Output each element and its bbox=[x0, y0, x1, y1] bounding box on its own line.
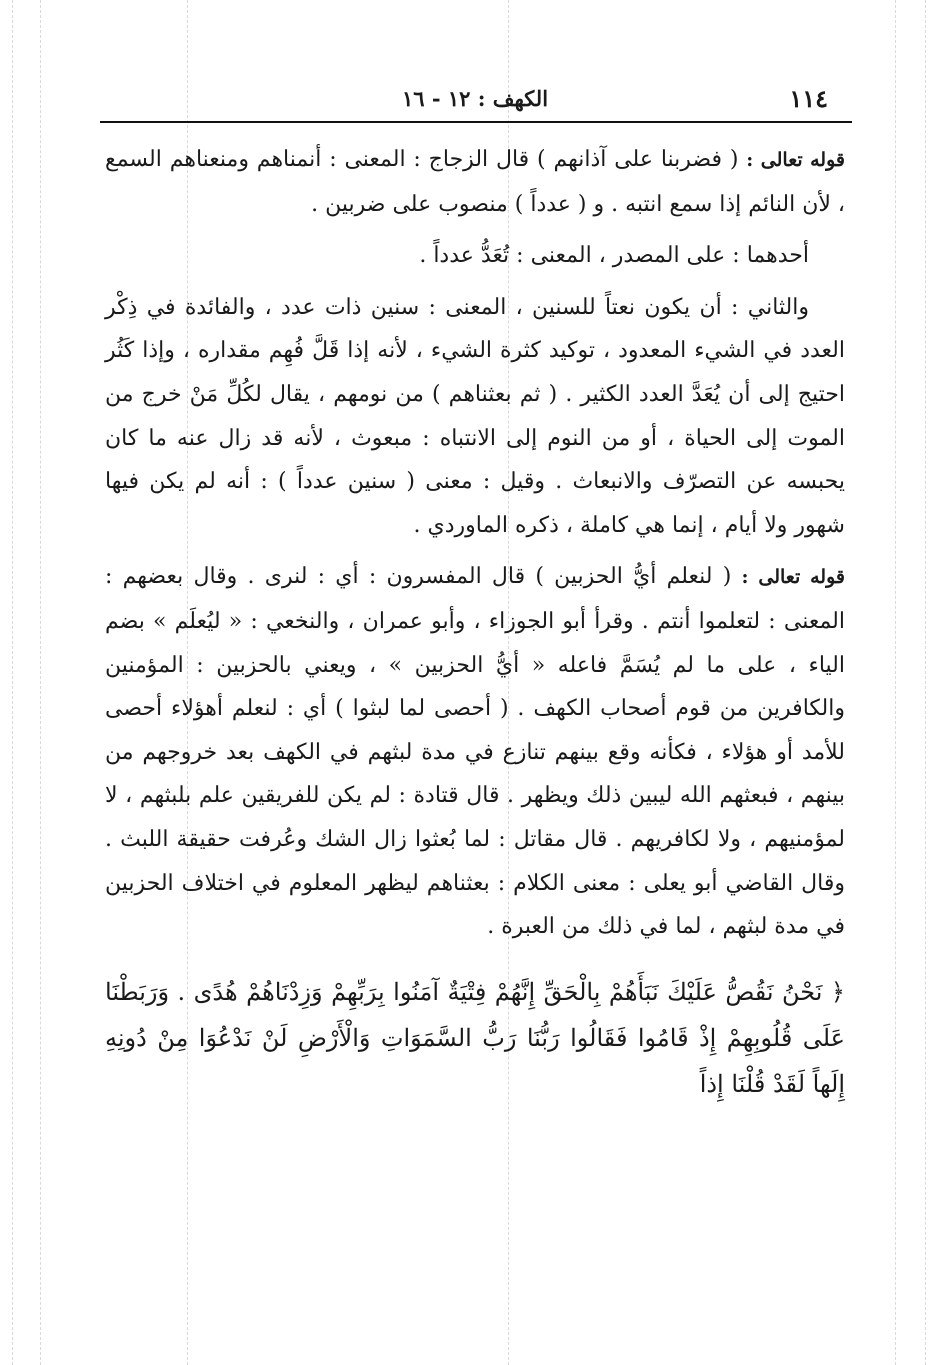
header-rule bbox=[100, 121, 852, 123]
paragraph-text: والثاني : أن يكون نعتاً للسنين ، المعنى : سنين ذات عدد ، والفائدة في ذِكْر العدد في الشيء المعدود ، توكيد كثرة الشيء ، لأنه إذا قَلَّ فُهِم مقداره ، وإذا كَثُر احتيج إلى أن يُعَدَّ العدد الكثير . ( ثم بعثناهم ) من نومهم ، يقال لكُلِّ مَنْ خرج من الموت إلى الحياة ، أو من النوم إلى الانتباه : مبعوث ، لأنه قد زال عنه ما كان يحبسه عن التصرّف والانبعاث . وقيل : معنى ( سنين عدداً ) : أنه لم يكن فيها شهور ولا أيام ، إنما هي كاملة ، ذكره الماوردي . bbox=[105, 294, 845, 538]
paragraph-lead: قوله تعالى : bbox=[741, 566, 845, 589]
page-header bbox=[100, 82, 850, 122]
paragraph-1 bbox=[105, 138, 845, 226]
page-number: ١١٤ bbox=[789, 84, 828, 113]
scan-artifact-line bbox=[925, 0, 926, 1365]
paragraph-4 bbox=[105, 555, 845, 948]
paragraph-3 bbox=[105, 286, 845, 548]
running-title: الكهف : ١٢ - ١٦ bbox=[401, 86, 549, 111]
scan-artifact-line bbox=[12, 0, 13, 1365]
scan-artifact-line bbox=[40, 0, 41, 1365]
main-text bbox=[105, 138, 845, 1107]
scan-artifact-line bbox=[895, 0, 896, 1365]
paragraph-text: ( لنعلم أيُّ الحزبين ) قال المفسرون : أي : لنرى . وقال بعضهم : المعنى : لتعلموا أنتم . وقرأ أبو الجوزاء ، وأبو عمران ، والنخعي : « ليُعلَم » بضم الياء ، على ما لم يُسَمَّ فاعله « أيُّ الحزبين » ، ويعني بالحزبين : المؤمنين والكافرين من قوم أصحاب الكهف . ( أحصى لما لبثوا ) أي : لنعلم أهؤلاء أحصى للأمد أو هؤلاء ، فكأنه وقع بينهم تنازع في مدة لبثهم في الكهف بعد خروجهم من بينهم ، فبعثهم الله ليبين ذلك ويظهر . قال قتادة : لم يكن للفريقين علم بلبثهم ، لا لمؤمنيهم ، ولا لكافريهم . قال مقاتل : لما بُعثوا زال الشك وعُرفت حقيقة اللبث . وقال القاضي أبو يعلى : معنى الكلام : بعثناهم ليظهر المعلوم في اختلاف الحزبين في مدة لبثهم ، لما في ذلك من العبرة . bbox=[105, 564, 845, 940]
paragraph-text: أحدهما : على المصدر ، المعنى : تُعَدُّ عدداً . bbox=[419, 243, 809, 269]
paragraph-2 bbox=[105, 234, 845, 278]
paragraph-lead: قوله تعالى : bbox=[746, 149, 845, 171]
quran-verse: ﴿ نَحْنُ نَقُصُّ عَلَيْكَ نَبَأَهُمْ بِالْحَقِّ إِنَّهُمْ فِتْيَةٌ آمَنُوا بِرَبِّهِمْ وَزِدْنَاهُمْ هُدًى . وَرَبَطْنَا عَلَى قُلُوبِهِمْ إِذْ قَامُوا فَقَالُوا رَبُّنَا رَبُّ السَّمَوَاتِ وَالْأَرْضِ لَنْ نَدْعُوَا مِنْ دُونِهِ إِلَهاً لَقَدْ قُلْنَا إِذاً bbox=[105, 977, 845, 1098]
paragraph-text: ( فضربنا على آذانهم ) قال الزجاج : المعنى : أنمناهم ومنعناهم السمع ، لأن النائم إذا سمع انتبه . و ( عدداً ) منصوب على ضربين . bbox=[105, 147, 845, 217]
